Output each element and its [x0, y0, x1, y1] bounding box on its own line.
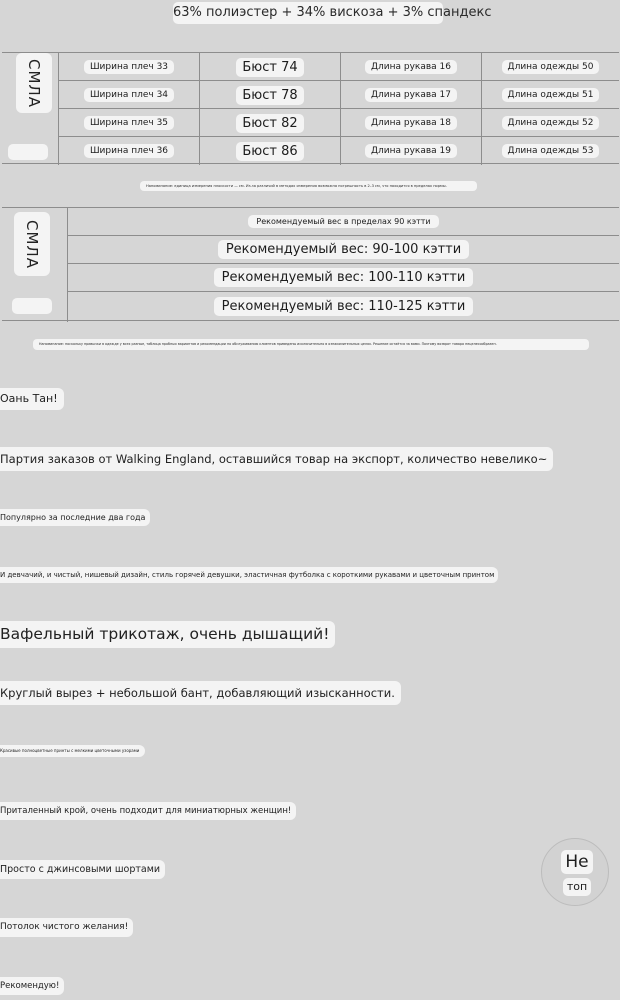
weight-table-side-label: СМЛА: [14, 212, 50, 276]
sleeve-length-cell: Длина рукава 16: [365, 60, 457, 74]
list-item: Партия заказов от Walking England, оставшийся товар на экспорт, количество невелико~: [0, 447, 553, 471]
shoulder-width-cell: Ширина плеч 35: [84, 116, 174, 130]
back-to-top-label-line2[interactable]: топ: [563, 878, 591, 896]
size-table-side-label: СМЛА: [16, 53, 52, 113]
bust-cell: Бюст 74: [236, 58, 303, 77]
sleeve-length-cell: Длина рукава 19: [365, 144, 457, 158]
list-item: Красивые полноцветные принты с мелкими цветочными узорами: [0, 745, 145, 757]
list-item: Просто с джинсовыми шортами: [0, 860, 165, 879]
list-item: Приталенный крой, очень подходит для миниатюрных женщин!: [0, 802, 296, 820]
shoulder-width-cell: Ширина плеч 36: [84, 144, 174, 158]
shoulder-width-cell: Ширина плеч 34: [84, 88, 174, 102]
list-item: Круглый вырез + небольшой бант, добавляющий изысканности.: [0, 681, 401, 705]
weight-table-side-blank: [12, 298, 52, 314]
list-item: Оань Тан!: [0, 388, 64, 410]
weight-table: [2, 207, 619, 321]
size-table-side-blank: [8, 144, 48, 160]
sleeve-length-cell: Длина рукава 17: [365, 88, 457, 102]
table-row: [68, 292, 619, 320]
table-row: [58, 137, 619, 165]
garment-length-cell: Длина одежды 53: [502, 144, 600, 158]
weight-table-rows: [68, 208, 619, 320]
weight-cell: Рекомендуемый вес в пределах 90 кэтти: [248, 215, 438, 228]
bust-cell: Бюст 82: [236, 114, 303, 133]
composition-label: 63% полиэстер + 34% вискоза + 3% спандекс: [173, 2, 443, 24]
weight-cell: Рекомендуемый вес: 90-100 кэтти: [218, 240, 469, 259]
sleeve-length-cell: Длина рукава 18: [365, 116, 457, 130]
table-row: [68, 208, 619, 236]
garment-length-cell: Длина одежды 50: [502, 60, 600, 74]
bust-cell: Бюст 78: [236, 86, 303, 105]
weight-table-side: [2, 208, 68, 322]
weight-cell: Рекомендуемый вес: 100-110 кэтти: [214, 268, 474, 287]
size-table-grid: [58, 53, 619, 163]
list-item: Потолок чистого желания!: [0, 918, 133, 937]
list-item: Популярно за последние два года: [0, 509, 150, 526]
weight-cell: Рекомендуемый вес: 110-125 кэтти: [214, 297, 474, 316]
garment-length-cell: Длина одежды 51: [502, 88, 600, 102]
list-item: Вафельный трикотаж, очень дышащий!: [0, 621, 335, 648]
table-row: [58, 81, 619, 109]
table-row: [58, 53, 619, 81]
garment-length-cell: Длина одежды 52: [502, 116, 600, 130]
disclaimer-note: Напоминание: поскольку привычки в одежде у всех разные, таблица пробных вариантов и рекомендации по обслуживанию клиентов приведены исключительно в ознакомительных целях. Решение остаётся за вами. Поэтому возврат товара нецелесообразен.: [33, 339, 589, 350]
bust-cell: Бюст 86: [236, 142, 303, 161]
shoulder-width-cell: Ширина плеч 33: [84, 60, 174, 74]
list-item: Рекомендую!: [0, 977, 64, 995]
back-to-top-label-line1[interactable]: Не: [561, 850, 593, 874]
list-item: И девчачий, и чистый, нишевый дизайн, стиль горячей девушки, эластичная футболка с короткими рукавами и цветочным принтом: [0, 567, 498, 583]
measurement-note: Напоминание: единица измерения плоскости — см. Из-за различий в методах измерения возможна погрешность в 2–3 см, что находится в пределах нормы.: [140, 181, 477, 191]
table-row: [68, 236, 619, 264]
size-table: [2, 52, 619, 164]
table-row: [58, 109, 619, 137]
table-row: [68, 264, 619, 292]
